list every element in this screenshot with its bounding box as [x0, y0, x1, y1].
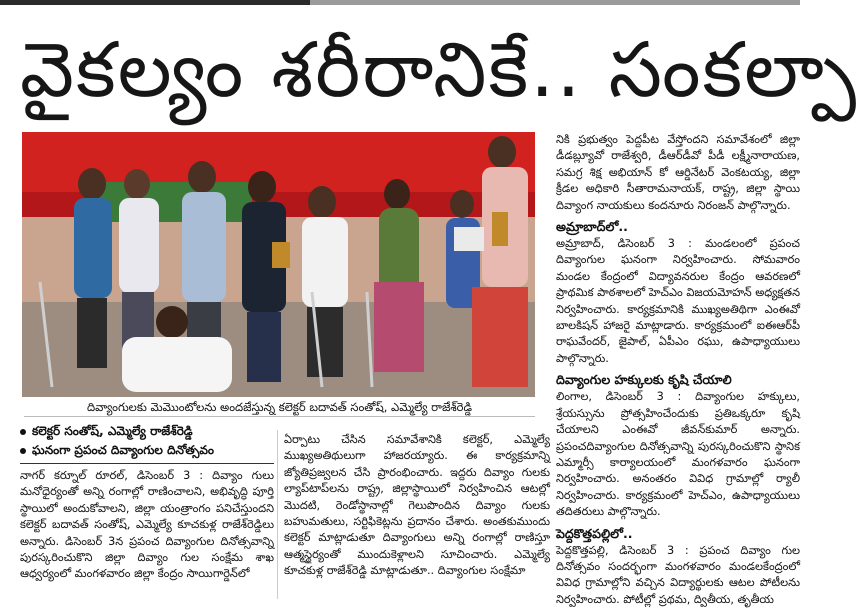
section-heading-peddakothapalli: పెద్దకొత్తపల్లిలో.. — [556, 525, 633, 541]
event-photo-illustration — [22, 132, 535, 397]
article-column-c — [556, 132, 800, 606]
page-top-bar-light — [310, 0, 800, 5]
section-heading-amrabad: అమ్రాబాద్‌లో.. — [556, 219, 628, 235]
article-column-a — [20, 422, 274, 599]
section-body-rights: లింగాల, డిసెంబర్‌ 3 : దివ్యాంగుల హక్కులు, శ్రేయస్సును ప్రోత్సహించేందుకు ప్రతిఒక్కరూ కృషి చేయాలని ఎంఈవో జీవన్‌కుమార్‌ అన్నారు. ప్రపంచదివ్యాంగుల దినోత్సవాన్ని పురస్కరించుకొని స్థానిక ఎమ్మార్సీ కార్యాలయంలో మంగళవారం ఘనంగా నిర్వహించారు. అనంతరం వివిధ గ్రామాల్లో ర్యాలీ నిర్వహించారు. కార్యక్రమంలో హెచ్‌ఎం, ఉపాధ్యాయులు తదితరులు పాల్గొన్నారు. — [556, 390, 800, 519]
photo-caption: దివ్యాంగులకు మెమొంటోలను అందజేస్తున్న కలెక్టర్ బదావత్ సంతోష్, ఎమ్మెల్యే రాజేశ్‌రెడ్డి — [24, 398, 535, 417]
article-body-b: ఏర్పాటు చేసిన సమావేశానికి కలెక్టర్‌, ఎమ్మెల్యే ముఖ్యఅతిథులుగా హాజరయ్యారు. ఈ కార్యక్రమాన్ని జ్యోతిప్రజ్వలన చేసి ప్రారంభించారు. ఇద్దరు దివ్యాం గులకు ల్యాప్‌టాప్‌లను రాష్ట్ర, జిల్లాస్థాయిలో నిర్వహించిన ఆటల్లో మొదటి, రెండోస్థానాల్లో గెలుపొందిన దివ్యాం గులకు బహుమతులు, సర్టిఫికెట్లను ప్రదానం చేశారు. అంతకుముందు కలెక్టర్‌ మాట్లాడుతూ దివ్యాంగులు అన్ని రంగాల్లో రాణిస్తూ ఆత్మస్థైర్యంతో ముందుకెళ్లాలని సూచించారు. ఎమ్మెల్యే కూచకుళ్ల రాజేశ్‌రెడ్డి మాట్లాడుతూ.. దివ్యాంగుల సంక్షేమా — [284, 433, 550, 578]
highlight-bullet-2 — [20, 441, 274, 460]
highlight-bullet-1 — [20, 422, 274, 441]
bullet-dot-icon — [20, 429, 26, 435]
article-column-b — [284, 432, 550, 599]
headline: వైకల్యం శరీరానికే.. సంకల్పా — [20, 25, 858, 114]
column-divider — [277, 430, 278, 599]
news-photo — [22, 132, 535, 397]
article-body-a: నాగర్‌ కర్నూల్‌ రూరల్‌, డిసెంబర్‌ 3 : దివ్యాం గులు మనోధైర్యంతో అన్ని రంగాల్లో రాణించాలని, అభివృద్ధి పూర్తి స్థాయిలో అందుకోవాలని, జిల్లా యంత్రాంగం పనిచేస్తుందని కలెక్టర్‌ బదావత్‌ సంతోష్‌, ఎమ్మెల్యే కూచకుళ్ల రాజేశ్‌రెడ్డిలు అన్నారు. డిసెంబర్‌ 3న ప్రపంచ దివ్యాంగుల దినోత్సవాన్ని పురస్కరించుకొని జిల్లా దివ్యాం గుల సంక్షేమ శాఖ ఆధ్వర్యంలో మంగళవారం జిల్లా కేంద్రం సాయిగార్డెన్‌లో — [20, 469, 274, 581]
highlight-text-2: ఘనంగా ప్రపంచ దివ్యాంగుల దినోత్సవం — [32, 443, 214, 457]
section-body-amrabad: అమ్రాబాద్‌, డిసెంబర్‌ 3 : మండలంలో ప్రపంచ దివ్యాంగుల ఘనంగా నిర్వహించారు. సోమవారం మండల కేంద్రంలో విద్యావనరుల కేంద్రం ఆవరణలో ప్రాథమిక పాఠశాలలో హెచ్‌ఎం విజయమోహన్‌ అధ్యక్షతన నిర్వహించారు. కార్యక్రమానికి ముఖ్యఅతిథిగా ఎంఈవో బాలకిషన్‌ హాజరై మాట్లాడారు. కార్యక్రమంలో ఐఈఆర్‌పీ రాఘవేందర్‌, జైపాల్‌, ఏపీఎం రఘు, ఉపాధ్యాయులు పాల్గొన్నారు. — [556, 237, 800, 365]
section-body-peddakothapalli: పెద్దకొత్తపల్లి, డిసెంబర్‌ 3 : ప్రపంచ దివ్యాం గుల దినోత్సవం సందర్భంగా మంగళవారం మండలకేంద్రంలో వివిధ గ్రామాల్లోని వచ్చిన విద్యార్థులకు ఆటల పోటీలను నిర్వహించారు. పోటీల్లో ప్రథమ, ద్వితీయ, తృతీయ — [556, 543, 800, 606]
bullet-dot-icon — [20, 448, 26, 454]
highlight-text-1: కలెక్టర్ సంతోష్, ఎమ్మెల్యే రాజేశ్‌రెడ్డి — [32, 424, 193, 438]
section-heading-rights: దివ్యాంగుల హక్కులకు కృషి చేయాలి — [556, 372, 732, 388]
divider — [20, 463, 274, 464]
article-body-c-intro: నికి ప్రభుత్వం పెద్దపీట వేస్తోందని సమావేశంలో జిల్లా డీడబ్ల్యూవో రాజేశ్వరి, డీఆర్‌డీవో పీడీ లక్ష్మీనారాయణ, సమగ్ర శిక్ష అభియాన్‌ కో ఆర్డినేటర్‌ వెంకటయ్య, జిల్లా క్రీడల అధికారి సీతారామనాయక్‌, రాష్ట్ర, జిల్లా స్థాయి దివ్యాంగ నాయకులు కందనూరు నిరంజన్‌ పాల్గొన్నారు. — [556, 133, 800, 212]
page-top-bar — [0, 0, 800, 5]
